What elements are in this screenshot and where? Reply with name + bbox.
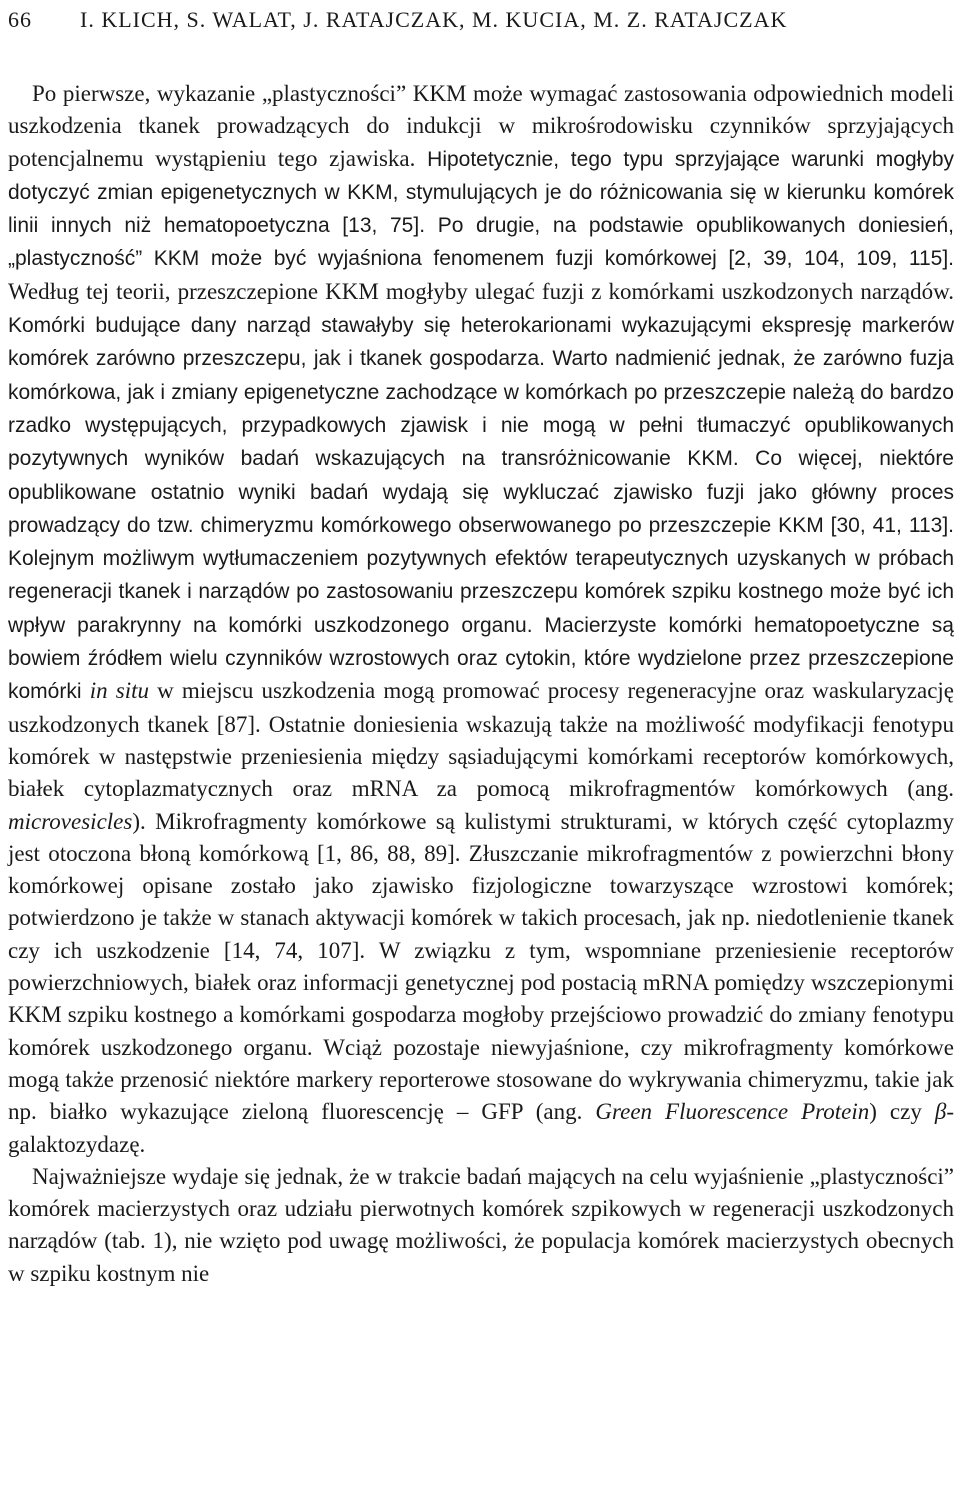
body-text [8,78,954,1290]
paragraph-1-part-5: Komórki budujące dany narząd stawałyby się heterokarionami wykazującymi ekspresję markerów komórek zarówno przeszczepu, jak i tkanek gospodarza. Warto nadmienić jednak, że zarówno fuzja komórkowa, jak i zmiany epigenetyczne zachodzące w komórkach po przeszczepie należą do bardzo rzadko występujących, przypadkowych zjawisk i nie mogą w pełni tłumaczyć opublikowanych pozytywnych wyników badań wskazujących na transróżnicowanie KKM. Co więcej, niektóre opublikowane ostatnio wyniki badań wydają się wykluczać zjawisko fuzji jako główny proces prowadzący do tzw. chimeryzmu komórkowego obserwowanego po przeszczepie KKM [30, 41, 113]. Kolejnym możliwym wytłumaczeniem pozytywnych efektów terapeutycznych uzyskanych w próbach regeneracji tkanek i narządów po zastosowaniu przeszczepu komórek szpiku kostnego może być ich wpływ parakrynny na komórki uszkodzonego organu. Macierzyste komórki hematopoetyczne są bowiem źródłem wielu czynników wzrostowych oraz cytokin, które wydzielone przez przeszczepione komórki [8,314,954,704]
beta-symbol: β [934,1099,947,1125]
page-number: 66 [8,7,32,32]
running-head-authors: I. KLICH, S. WALAT, J. RATAJCZAK, M. KUCIA, M. Z. RATAJCZAK [80,7,788,32]
in-situ-term: in situ [89,678,149,704]
running-head [8,0,954,40]
paragraph-1-part-3: Po drugie, na podstawie opublikowanych doniesień, „plastyczność” KKM może być wyjaśniona fenomenem fuzji komórkowej [2, 39, 104, 109, 115]. [8,214,954,271]
paragraph-2: Najważniejsze wydaje się jednak, że w trakcie badań mających na celu wyjaśnienie „plastyczności” komórek macierzystych oraz udziału pierwotnych komórek szpikowych w regeneracji uszkodzonych narządów (tab. 1), nie wzięto pod uwagę możliwości, że populacja komórek macierzystych obecnych w szpiku kostnym nie [8,1163,954,1286]
paragraph-1-part-7: ). Mikrofragmenty komórkowe są kulistymi strukturami, w których część cytoplazmy jest otoczona błoną komórkową [1, 86, 88, 89]. Złuszczanie mikrofragmentów z powierzchni błony komórkowej opisane zostało jako zjawisko fizjologiczne towarzyszące wzrostowi komórek; potwierdzono je także w stanach aktywacji komórek w takich procesach, jak np. niedotlenienie tkanek czy ich uszkodzenie [14, 74, 107]. W związku z tym, wspomniane przeniesienie receptorów powierzchniowych, białek oraz informacji genetycznej pod postacią mRNA pomiędzy wszczepionymi KKM szpiku kostnego a komórkami gospodarza mogłoby przejściowo prowadzić do zmiany fenotypu komórek uszkodzonego organu. Wciąż pozostaje niewyjaśnione, czy mikrofragmenty komórkowe mogą także przenosić niektóre markery reporterowe stosowane do wykrywania chimeryzmu, takie jak np. białko wykazujące zieloną fluorescencję – GFP (ang. [8,808,954,1125]
paragraph-1-part-2: Hipotetycznie, tego typu sprzyjające warunki mogłyby dotyczyć zmian epigenetycznych w KKM, stymulujących je do różnicowania się w kierunku komórek linii innych niż hematopoetyczna [13, 75]. [8,147,954,238]
paragraph-1-part-6: w miejscu uszkodzenia mogą promować procesy regeneracyjne oraz waskularyzację uszkodzonych tkanek [87]. Ostatnie doniesienia wskazują także na możliwość modyfikacji fenotypu komórek w następstwie przeniesienia między sąsiadującymi komórkami receptorów komórkowych, białek cytoplazmatycznych oraz mRNA za pomocą mikrofragmentów komórkowych (ang. [8,678,954,802]
paragraph-1 [8,78,954,1161]
microvesicles-term: microvesicles [8,808,133,834]
paragraph-1-part-8: ) czy [869,1099,935,1125]
gfp-term: Green Fluorescence Protein [595,1099,870,1125]
paragraph-1-part-4: Według tej teorii, przeszczepione KKM mogłyby ulegać fuzji z komórkami uszkodzonych narządów. [8,278,954,304]
paragraph-1-part-9: -galaktozydazę. [8,1099,954,1157]
paragraph-1-part-1: Po pierwsze, wykazanie „plastyczności” KKM może wymagać zastosowania odpowiednich modeli uszkodzenia tkanek prowadzących do indukcji w mikrośrodowisku czynników sprzyjających potencjalnemu wystąpieniu tego zjawiska. [8,81,954,171]
